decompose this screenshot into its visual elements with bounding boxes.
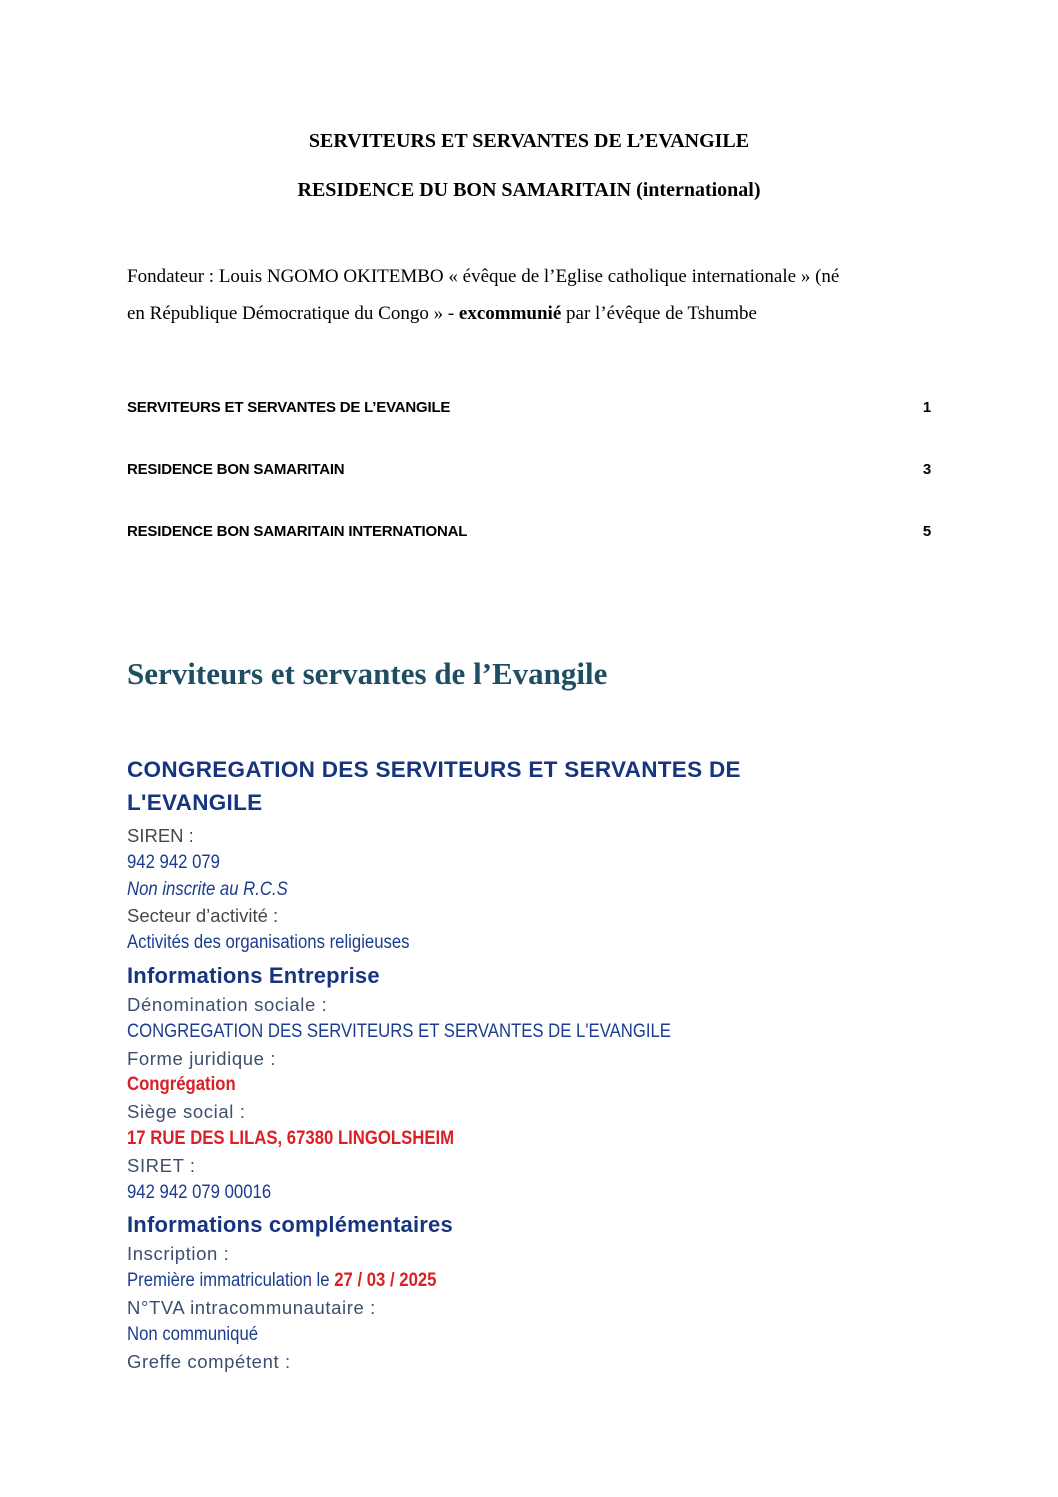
document-title-line2: RESIDENCE DU BON SAMARITAIN (international) [297, 179, 761, 201]
founder-paragraph [127, 258, 931, 332]
toc-entry-label: SERVITEURS ET SERVANTES DE L’EVANGILE [127, 399, 451, 416]
company-info-block [127, 823, 931, 1375]
toc-entry-page-number: 1 [922, 399, 931, 416]
company-name-heading: CONGREGATION DES SERVITEURS ET SERVANTES DE L'EVANGILE [127, 757, 741, 815]
section-heading-serviteurs: Serviteurs et servantes de l’Evangile [127, 656, 608, 691]
toc-entry-page-number: 3 [922, 461, 931, 478]
toc-entry-label: RESIDENCE BON SAMARITAIN INTERNATIONAL [127, 523, 468, 540]
immatriculation-value [127, 1268, 835, 1295]
siren-value: 942 942 079 [127, 851, 220, 873]
forme-juridique-label: Forme juridique : [127, 1047, 277, 1069]
toc-entry-residence-international[interactable] [127, 522, 931, 541]
tva-value: Non communiqué [127, 1323, 259, 1345]
denomination-value: CONGREGATION DES SERVITEURS ET SERVANTES DE L'EVANGILE [127, 1020, 671, 1042]
founder-line2-end: par l’évêque de Tshumbe [561, 303, 757, 324]
tva-label: N°TVA intracommunautaire : [127, 1296, 376, 1318]
informations-complementaires-heading: Informations complémentaires [127, 1212, 453, 1238]
toc-entry-serviteurs[interactable] [127, 398, 931, 417]
immatriculation-text: Première immatriculation le [127, 1270, 335, 1292]
immatriculation-date: 27 / 03 / 2025 [334, 1270, 437, 1292]
sector-label: Secteur d’activité : [127, 905, 279, 927]
forme-juridique-value: Congrégation [127, 1074, 236, 1096]
toc-entry-residence-bon-samaritain[interactable] [127, 460, 931, 479]
inscription-label: Inscription : [127, 1243, 230, 1265]
table-of-contents [127, 398, 931, 541]
toc-entry-label: RESIDENCE BON SAMARITAIN [127, 461, 345, 478]
siege-social-value: 17 RUE DES LILAS, 67380 LINGOLSHEIM [127, 1127, 455, 1149]
rcs-note: Non inscrite au R.C.S [127, 878, 288, 900]
siege-social-label: Siège social : [127, 1101, 246, 1123]
siret-value: 942 942 079 00016 [127, 1181, 272, 1203]
founder-line1: Fondateur : Louis NGOMO OKITEMBO « évêque de l’Eglise catholique internationale » (né [127, 266, 840, 287]
founder-line2-start: en République Démocratique du Congo » - [127, 303, 459, 324]
siren-label: SIREN : [127, 825, 194, 846]
siret-label: SIRET : [127, 1154, 196, 1176]
denomination-label: Dénomination sociale : [127, 993, 328, 1015]
excommunie-bold-word: excommunié [458, 303, 562, 324]
greffe-label: Greffe compétent : [127, 1350, 291, 1372]
toc-entry-page-number: 5 [922, 523, 931, 540]
sector-value: Activités des organisations religieuses [127, 932, 410, 954]
document-title-line1: SERVITEURS ET SERVANTES DE L’EVANGILE [308, 130, 750, 152]
informations-entreprise-heading: Informations Entreprise [127, 962, 380, 988]
